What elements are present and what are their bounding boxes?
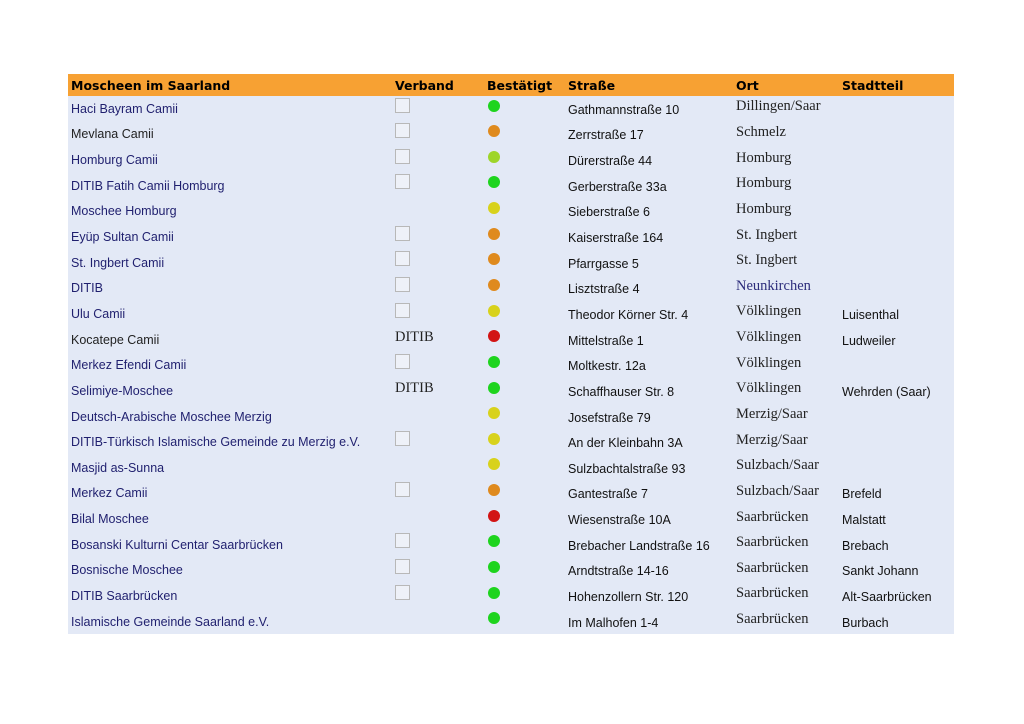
- stadtteil-cell: [839, 378, 954, 404]
- street-text: Josefstraße 79: [568, 410, 651, 425]
- street-text: Wiesenstraße 10A: [568, 513, 671, 528]
- stadtteil-cell: [839, 609, 954, 635]
- mosque-table: [68, 74, 954, 634]
- status-cell: [484, 224, 565, 250]
- stadtteil-cell: [839, 199, 954, 225]
- ort-text: Merzig/Saar: [736, 431, 808, 448]
- ort-text: Homburg: [736, 175, 792, 192]
- verband-checkbox[interactable]: [395, 303, 410, 318]
- status-dot-icon: [488, 612, 500, 624]
- table-row: [68, 96, 954, 122]
- stadtteil-cell: [839, 583, 954, 609]
- street-cell: [565, 404, 733, 430]
- status-dot-icon: [488, 330, 500, 342]
- table-row: [68, 224, 954, 250]
- mosque-name[interactable]: Selimiye-Moschee: [71, 383, 174, 398]
- mosque-name[interactable]: DITIB Saarbrücken: [71, 588, 178, 603]
- ort-text: Völklingen: [736, 303, 802, 320]
- mosque-name[interactable]: DITIB-Türkisch Islamische Gemeinde zu Merzig e.V.: [71, 435, 361, 450]
- verband-cell: [392, 275, 484, 301]
- stadtteil-cell: [839, 455, 954, 481]
- mosque-name[interactable]: Eyüp Sultan Camii: [71, 230, 174, 245]
- status-cell: [484, 327, 565, 353]
- street-text: Gerberstraße 33a: [568, 179, 667, 194]
- status-dot-icon: [488, 356, 500, 368]
- status-cell: [484, 96, 565, 122]
- status-cell: [484, 250, 565, 276]
- status-dot-icon: [488, 407, 500, 419]
- stadtteil-text: Alt-Saarbrücken: [842, 589, 932, 604]
- stadtteil-text: Brefeld: [842, 487, 882, 502]
- street-text: Kaiserstraße 164: [568, 231, 664, 246]
- table-row: [68, 429, 954, 455]
- ort-cell: [733, 481, 839, 507]
- verband-label: DITIB: [395, 380, 434, 397]
- status-dot-icon: [488, 253, 500, 265]
- street-cell: [565, 173, 733, 199]
- status-dot-icon: [488, 202, 500, 214]
- mosque-table-sheet: [68, 74, 954, 634]
- status-dot-icon: [488, 151, 500, 163]
- ort-text: Schmelz: [736, 123, 786, 140]
- status-cell: [484, 558, 565, 584]
- table-row: [68, 378, 954, 404]
- stadtteil-text: Luisenthal: [842, 307, 899, 322]
- status-dot-icon: [488, 382, 500, 394]
- street-text: Mittelstraße 1: [568, 333, 644, 348]
- street-text: Brebacher Landstraße 16: [568, 538, 710, 553]
- verband-checkbox[interactable]: [395, 277, 410, 292]
- street-cell: [565, 583, 733, 609]
- mosque-name[interactable]: DITIB Fatih Camii Homburg: [71, 178, 225, 193]
- street-cell: [565, 199, 733, 225]
- stadtteil-cell: [839, 404, 954, 430]
- status-cell: [484, 609, 565, 635]
- stadtteil-cell: [839, 301, 954, 327]
- ort-text: Homburg: [736, 149, 792, 166]
- street-cell: [565, 532, 733, 558]
- street-text: Gathmannstraße 10: [568, 102, 680, 117]
- street-cell: [565, 250, 733, 276]
- table-row: [68, 199, 954, 225]
- ort-text: Saarbrücken: [736, 534, 809, 551]
- street-cell: [565, 455, 733, 481]
- table-row: [68, 122, 954, 148]
- status-dot-icon: [488, 484, 500, 496]
- mosque-name[interactable]: DITIB: [71, 281, 103, 296]
- verband-cell: [392, 250, 484, 276]
- mosque-name[interactable]: Islamische Gemeinde Saarland e.V.: [71, 614, 270, 629]
- ort-cell: [733, 96, 839, 122]
- verband-cell: [392, 429, 484, 455]
- table-row: [68, 327, 954, 353]
- street-text: Theodor Körner Str. 4: [568, 307, 689, 322]
- stadtteil-cell: [839, 224, 954, 250]
- verband-checkbox[interactable]: [395, 354, 410, 369]
- street-cell: [565, 609, 733, 635]
- verband-checkbox[interactable]: [395, 585, 410, 600]
- table-body: [68, 96, 954, 634]
- street-text: An der Kleinbahn 3A: [568, 436, 683, 451]
- status-cell: [484, 275, 565, 301]
- table-row: [68, 352, 954, 378]
- verband-checkbox[interactable]: [395, 174, 410, 189]
- ort-cell: [733, 429, 839, 455]
- street-cell: [565, 429, 733, 455]
- ort-text: Homburg: [736, 200, 792, 217]
- street-text: Schaffhauser Str. 8: [568, 384, 675, 399]
- street-text: Gantestraße 7: [568, 487, 648, 502]
- mosque-name: Mevlana Camii: [71, 127, 154, 142]
- verband-cell: [392, 455, 484, 481]
- mosque-name[interactable]: Deutsch-Arabische Moschee Merzig: [71, 409, 272, 424]
- status-cell: [484, 506, 565, 532]
- table-row: [68, 558, 954, 584]
- verband-checkbox[interactable]: [395, 149, 410, 164]
- street-text: Sieberstraße 6: [568, 205, 650, 220]
- ort-text: St. Ingbert: [736, 226, 798, 243]
- stadtteil-text: Malstatt: [842, 513, 886, 528]
- status-cell: [484, 352, 565, 378]
- ort-cell: [733, 404, 839, 430]
- verband-cell: [392, 147, 484, 173]
- ort-text: Saarbrücken: [736, 611, 809, 628]
- status-dot-icon: [488, 433, 500, 445]
- stadtteil-text: Brebach: [842, 538, 889, 553]
- stadtteil-cell: [839, 532, 954, 558]
- street-text: Sulzbachtalstraße 93: [568, 461, 686, 476]
- verband-cell: [392, 378, 484, 404]
- street-cell: [565, 147, 733, 173]
- verband-cell: [392, 173, 484, 199]
- status-cell: [484, 173, 565, 199]
- status-dot-icon: [488, 100, 500, 112]
- ort-text: Saarbrücken: [736, 508, 809, 525]
- header-ort: Ort: [736, 77, 759, 93]
- stadtteil-cell: [839, 506, 954, 532]
- ort-text: St. Ingbert: [736, 252, 798, 269]
- table-row: [68, 275, 954, 301]
- ort-cell: [733, 122, 839, 148]
- status-cell: [484, 455, 565, 481]
- ort-cell: [733, 558, 839, 584]
- ort-text: Dillingen/Saar: [736, 98, 821, 115]
- street-cell: [565, 224, 733, 250]
- table-row: [68, 532, 954, 558]
- verband-checkbox[interactable]: [395, 559, 410, 574]
- verband-checkbox[interactable]: [395, 533, 410, 548]
- street-cell: [565, 122, 733, 148]
- verband-cell: [392, 96, 484, 122]
- street-text: Zerrstraße 17: [568, 128, 644, 143]
- ort-text: Neunkirchen: [736, 277, 811, 294]
- header-bestaetigt: Bestätigt: [487, 77, 553, 93]
- verband-checkbox[interactable]: [395, 123, 410, 138]
- status-cell: [484, 301, 565, 327]
- street-text: Pfarrgasse 5: [568, 256, 639, 271]
- street-cell: [565, 301, 733, 327]
- ort-cell: [733, 275, 839, 301]
- street-text: Im Malhofen 1-4: [568, 615, 659, 630]
- table-row: [68, 301, 954, 327]
- status-cell: [484, 583, 565, 609]
- street-cell: [565, 327, 733, 353]
- mosque-name[interactable]: St. Ingbert Camii: [71, 255, 165, 270]
- status-cell: [484, 429, 565, 455]
- mosque-name[interactable]: Bosanski Kulturni Centar Saarbrücken: [71, 537, 283, 552]
- verband-cell: [392, 327, 484, 353]
- street-text: Moltkestr. 12a: [568, 359, 646, 374]
- table-row: [68, 455, 954, 481]
- stadtteil-cell: [839, 429, 954, 455]
- stadtteil-text: Ludweiler: [842, 333, 896, 348]
- street-cell: [565, 352, 733, 378]
- header-verband: Verband: [395, 77, 454, 93]
- verband-cell: [392, 301, 484, 327]
- stadtteil-cell: [839, 558, 954, 584]
- street-text: Arndtstraße 14-16: [568, 564, 669, 579]
- ort-cell: [733, 147, 839, 173]
- ort-cell: [733, 301, 839, 327]
- status-cell: [484, 147, 565, 173]
- header-strasse: Straße: [568, 77, 616, 93]
- stadtteil-cell: [839, 147, 954, 173]
- ort-text: Saarbrücken: [736, 559, 809, 576]
- header-row: [68, 74, 954, 96]
- ort-cell: [733, 455, 839, 481]
- status-dot-icon: [488, 125, 500, 137]
- verband-cell: [392, 199, 484, 225]
- stadtteil-cell: [839, 275, 954, 301]
- ort-cell: [733, 327, 839, 353]
- ort-cell: [733, 583, 839, 609]
- status-cell: [484, 481, 565, 507]
- status-dot-icon: [488, 176, 500, 188]
- stadtteil-cell: [839, 250, 954, 276]
- table-row: [68, 404, 954, 430]
- ort-cell: [733, 378, 839, 404]
- stadtteil-text: Wehrden (Saar): [842, 384, 931, 399]
- street-cell: [565, 378, 733, 404]
- header-stadtteil: Stadtteil: [842, 77, 904, 93]
- verband-label: DITIB: [395, 329, 434, 346]
- ort-cell: [733, 532, 839, 558]
- table-row: [68, 173, 954, 199]
- mosque-name[interactable]: Moschee Homburg: [71, 204, 177, 219]
- street-text: Lisztstraße 4: [568, 282, 640, 297]
- ort-cell: [733, 199, 839, 225]
- status-cell: [484, 122, 565, 148]
- ort-cell: [733, 609, 839, 635]
- stadtteil-cell: [839, 481, 954, 507]
- status-dot-icon: [488, 587, 500, 599]
- street-cell: [565, 96, 733, 122]
- status-cell: [484, 199, 565, 225]
- header-name: Moscheen im Saarland: [71, 77, 231, 93]
- mosque-name[interactable]: Bosnische Moschee: [71, 563, 183, 578]
- stadtteil-cell: [839, 96, 954, 122]
- table-row: [68, 481, 954, 507]
- verband-cell: [392, 506, 484, 532]
- ort-cell: [733, 173, 839, 199]
- table-row: [68, 506, 954, 532]
- ort-text: Völklingen: [736, 329, 802, 346]
- verband-cell: [392, 404, 484, 430]
- mosque-name[interactable]: Masjid as-Sunna: [71, 460, 165, 475]
- ort-cell: [733, 352, 839, 378]
- stadtteil-cell: [839, 327, 954, 353]
- verband-cell: [392, 122, 484, 148]
- ort-text: Völklingen: [736, 354, 802, 371]
- status-cell: [484, 404, 565, 430]
- street-cell: [565, 481, 733, 507]
- mosque-name[interactable]: Merkez Camii: [71, 486, 148, 501]
- ort-text: Völklingen: [736, 380, 802, 397]
- ort-text: Sulzbach/Saar: [736, 482, 819, 499]
- street-cell: [565, 558, 733, 584]
- mosque-name[interactable]: Merkez Efendi Camii: [71, 358, 187, 373]
- status-dot-icon: [488, 305, 500, 317]
- verband-cell: [392, 609, 484, 635]
- table-row: [68, 609, 954, 635]
- verband-cell: [392, 224, 484, 250]
- ort-cell: [733, 506, 839, 532]
- mosque-name[interactable]: Homburg Camii: [71, 153, 158, 168]
- ort-cell: [733, 250, 839, 276]
- street-text: Hohenzollern Str. 120: [568, 589, 689, 604]
- table-row: [68, 583, 954, 609]
- stadtteil-cell: [839, 122, 954, 148]
- table-row: [68, 250, 954, 276]
- status-cell: [484, 532, 565, 558]
- verband-cell: [392, 558, 484, 584]
- stadtteil-cell: [839, 352, 954, 378]
- mosque-name: Kocatepe Camii: [71, 332, 160, 347]
- ort-text: Saarbrücken: [736, 585, 809, 602]
- table-row: [68, 147, 954, 173]
- ort-cell: [733, 224, 839, 250]
- status-cell: [484, 378, 565, 404]
- verband-cell: [392, 481, 484, 507]
- street-text: Dürerstraße 44: [568, 154, 653, 169]
- verband-cell: [392, 352, 484, 378]
- stadtteil-text: Burbach: [842, 615, 889, 630]
- status-dot-icon: [488, 458, 500, 470]
- verband-cell: [392, 583, 484, 609]
- status-dot-icon: [488, 510, 500, 522]
- verband-checkbox[interactable]: [395, 482, 410, 497]
- ort-text: Sulzbach/Saar: [736, 457, 819, 474]
- verband-checkbox[interactable]: [395, 98, 410, 113]
- status-dot-icon: [488, 228, 500, 240]
- verband-cell: [392, 532, 484, 558]
- street-cell: [565, 275, 733, 301]
- street-cell: [565, 506, 733, 532]
- verband-checkbox[interactable]: [395, 251, 410, 266]
- verband-checkbox[interactable]: [395, 431, 410, 446]
- mosque-name[interactable]: Haci Bayram Camii: [71, 101, 178, 116]
- status-dot-icon: [488, 561, 500, 573]
- mosque-name[interactable]: Ulu Camii: [71, 306, 126, 321]
- stadtteil-text: Sankt Johann: [842, 564, 919, 579]
- status-dot-icon: [488, 535, 500, 547]
- verband-checkbox[interactable]: [395, 226, 410, 241]
- ort-text: Merzig/Saar: [736, 406, 808, 422]
- stadtteil-cell: [839, 173, 954, 199]
- status-dot-icon: [488, 279, 500, 291]
- mosque-name[interactable]: Bilal Moschee: [71, 512, 149, 527]
